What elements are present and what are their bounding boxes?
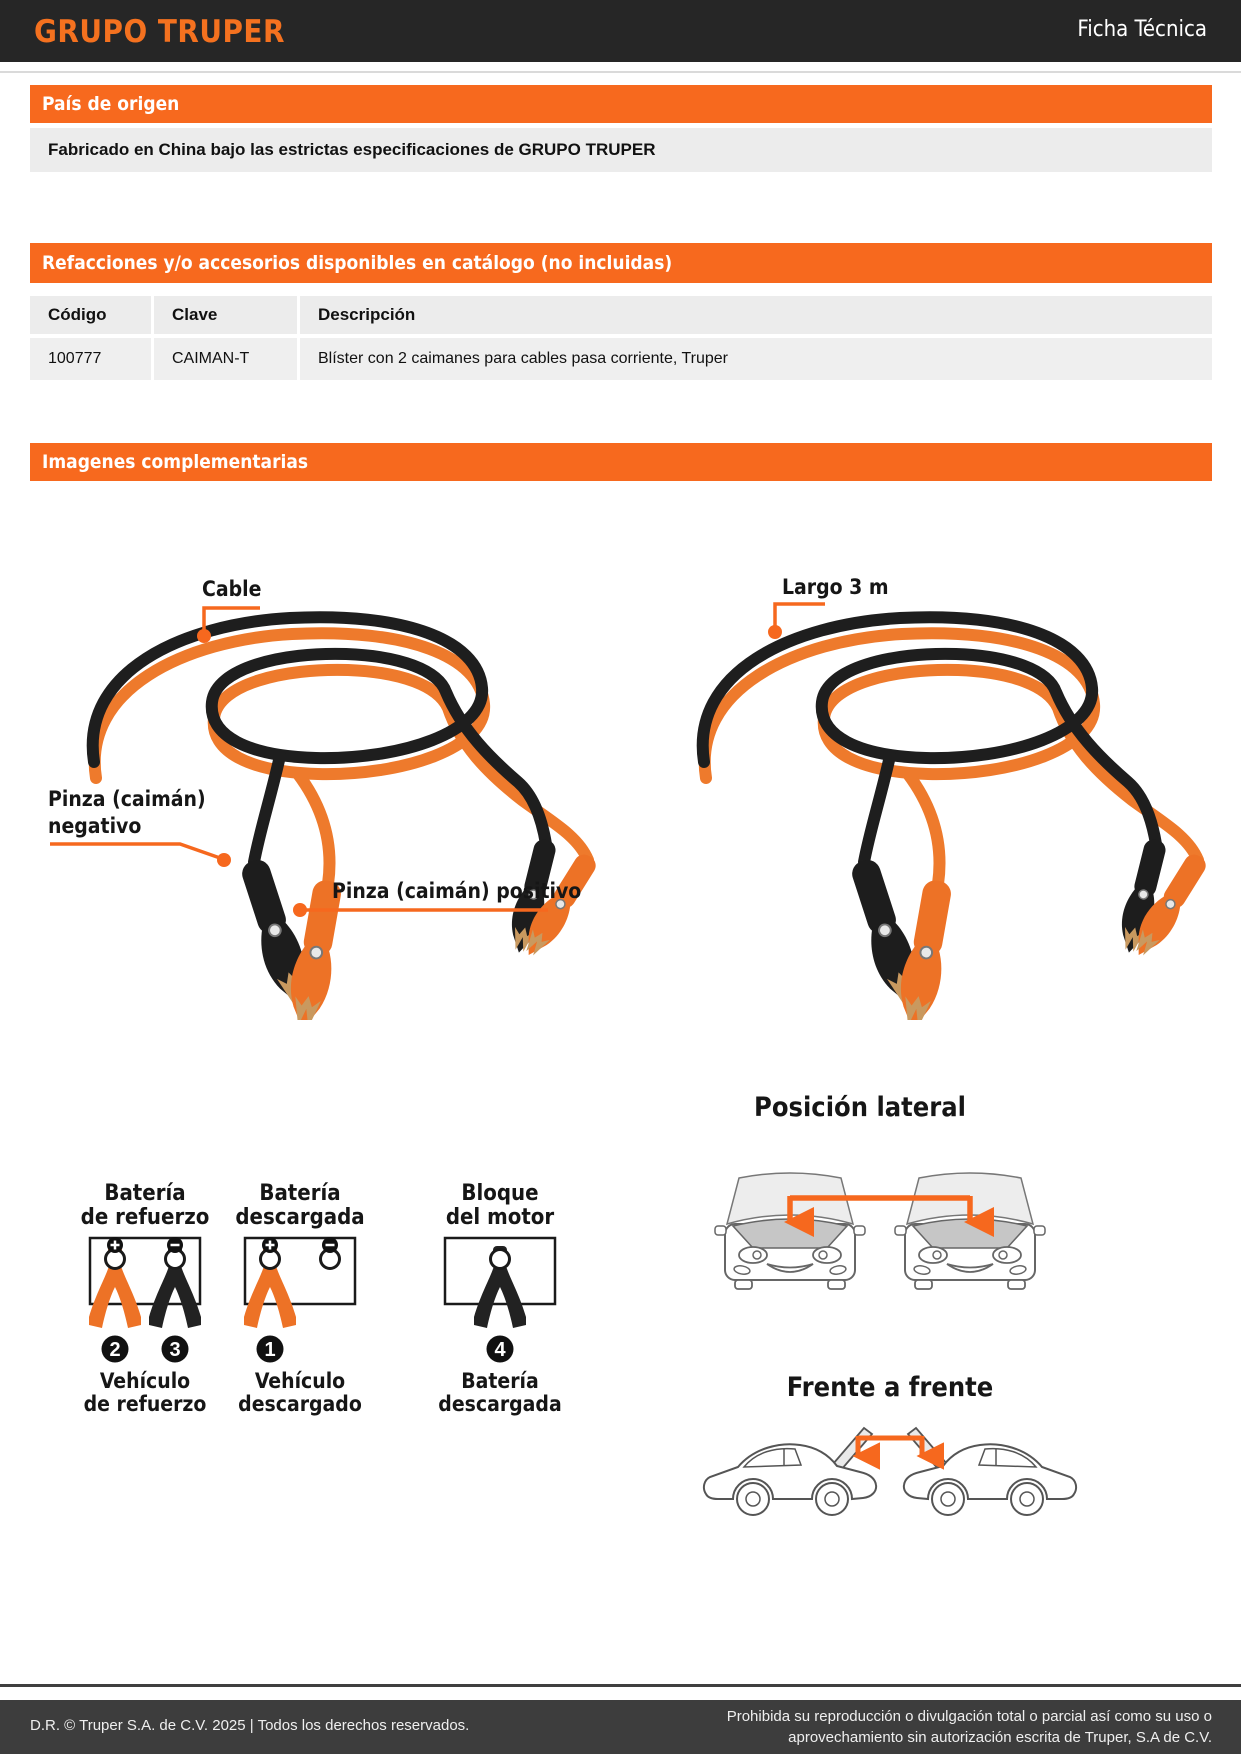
minus-terminal-icon [167,1237,183,1253]
label-line: del motor [445,1205,555,1230]
section-title-text: Imagenes complementarias [42,451,309,473]
label-line: Vehículo [99,1369,191,1393]
header-bar [0,0,1241,62]
step-number: 1 [264,1339,276,1361]
jump-cell-bateria-refuerzo [70,1178,220,1418]
label-line: Vehículo [254,1369,346,1393]
label-line: Batería [104,1181,186,1206]
table-cell-codigo: 100777 [30,338,151,380]
copyright-text: D.R. © Truper S.A. de C.V. 2025 | Todos los derechos reservados. [30,1717,470,1734]
jump-cell-bloque-motor [425,1178,575,1418]
cell-bottom-label [225,1370,375,1416]
footer-bar [0,1700,1241,1754]
step-number-badge [162,1336,189,1363]
table-header-clave: Clave [154,296,297,334]
step-number-badge [102,1336,129,1363]
section-title-pais-de-origen [30,85,1212,123]
label-line: descargado [238,1392,362,1416]
front-to-front-diagram [690,1412,1090,1527]
car-front-left-icon [715,1173,865,1289]
cell-top-label [225,1182,375,1230]
origin-text: Fabricado en China bajo las estrictas especificaciones de GRUPO TRUPER [48,140,656,159]
cell-bottom-label [70,1370,220,1416]
header-divider [0,71,1241,73]
label-pinza-negativo [48,786,206,840]
cell-bottom-label [425,1370,575,1416]
plus-terminal-icon [262,1237,278,1253]
lateral-position-diagram [700,1160,1060,1295]
cable-route-arrows [858,1436,922,1456]
origin-statement [30,128,1212,172]
step-number-badge [487,1336,514,1363]
car-side-left-icon [704,1428,876,1515]
label-pinza-positivo: Pinza (caimán) positivo [332,879,582,903]
label-line: Bloque [461,1181,539,1206]
battery-diagram [225,1233,375,1363]
legal-line: Prohibida su reproducción o divulgación total o parcial así como su uso o [726,1708,1212,1725]
label-line: negativo [48,814,142,838]
car-side-right-icon [904,1428,1076,1515]
section-title-refacciones [30,243,1212,283]
label-line: descargada [235,1205,365,1230]
label-cable: Cable [202,577,262,601]
figure-jumper-cables-labeled [30,500,620,1020]
table-cell-clave: CAIMAN-T [154,338,297,380]
minus-terminal-icon [322,1237,338,1253]
footer-divider [0,1684,1241,1687]
engine-block-diagram [425,1233,575,1363]
cell-top-label [70,1182,220,1230]
jumper-cable-illustration [640,500,1220,1020]
document-type-title: Ficha Técnica [1077,17,1207,42]
label-largo: Largo 3 m [782,575,889,599]
front-to-front-title: Frente a frente [786,1372,994,1403]
jumper-cable-illustration [30,500,620,1020]
section-title-text: País de origen [42,93,180,115]
figure-jumper-cables-length [640,500,1220,1020]
step-number: 4 [494,1339,506,1361]
label-line: Batería [259,1181,341,1206]
truper-logo: GRUPO TRUPER [34,14,285,50]
label-line: descargada [438,1392,562,1416]
jump-cell-bateria-descargada [225,1178,375,1418]
step-number: 3 [169,1339,181,1361]
label-line: Pinza (caimán) [48,787,206,811]
table-header-descripcion: Descripción [300,296,1212,334]
cable-coil-art [703,617,1213,1020]
plus-terminal-icon [107,1237,123,1253]
section-title-imagenes [30,443,1212,481]
section-title-text: Refacciones y/o accesorios disponibles en catálogo (no incluidas) [42,252,673,274]
label-line: de refuerzo [83,1392,207,1416]
step-number-badge [257,1336,284,1363]
table-header-codigo: Código [30,296,151,334]
step-number: 2 [109,1339,121,1361]
car-front-right-icon [895,1173,1045,1289]
cell-top-label [425,1182,575,1230]
lateral-position-title: Posición lateral [754,1092,966,1123]
legal-line: aprovechamiento sin autorización escrita de Truper, S.A de C.V. [788,1729,1212,1746]
table-cell-descripcion: Blíster con 2 caimanes para cables pasa corriente, Truper [300,338,1212,380]
battery-diagram [70,1233,220,1363]
label-line: de refuerzo [80,1205,210,1230]
label-line: Batería [461,1369,539,1393]
legal-text [727,1706,1212,1748]
